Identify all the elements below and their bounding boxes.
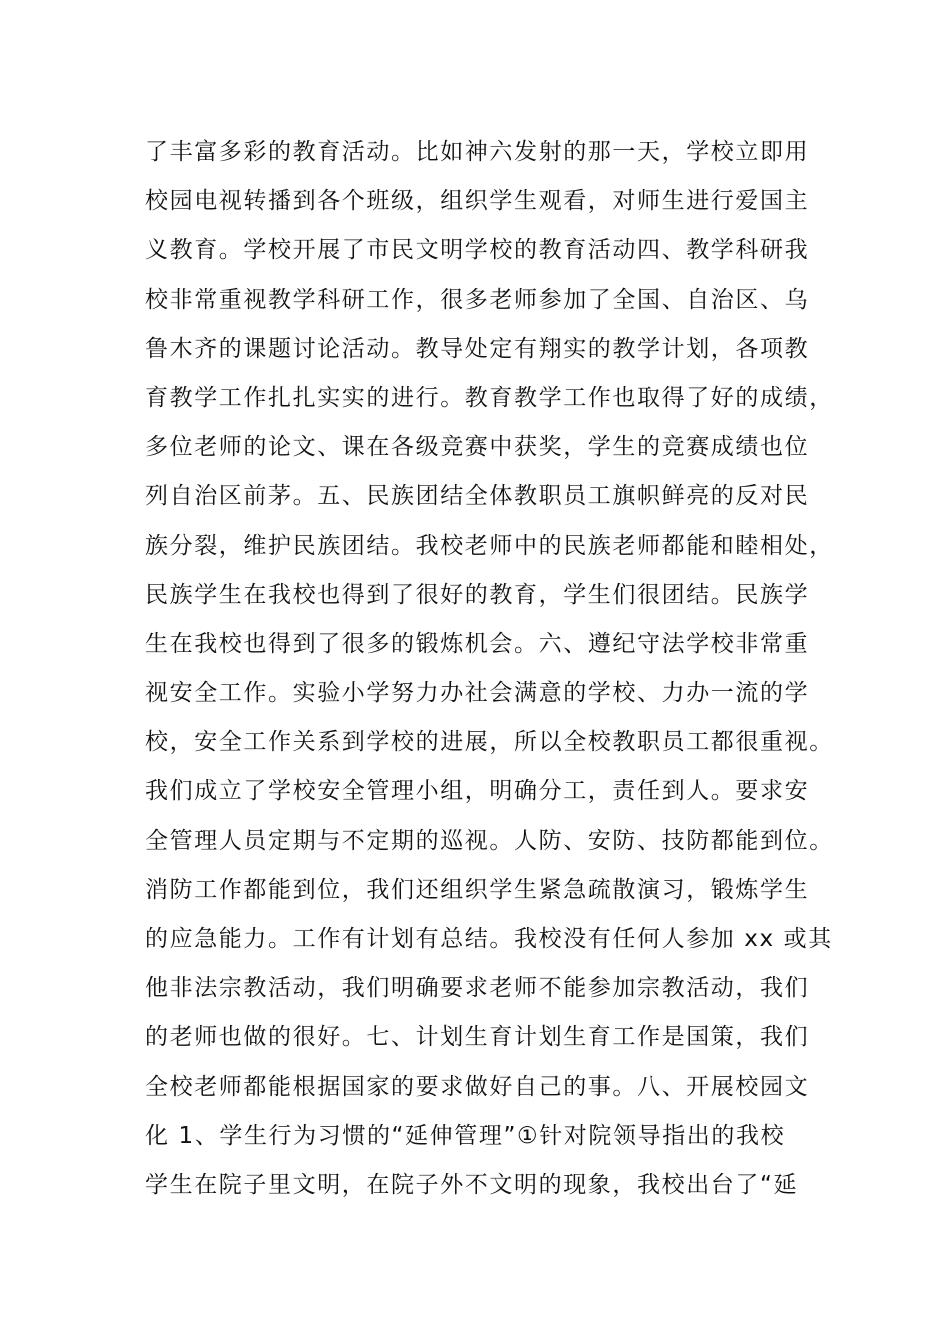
text-line: 他非法宗教活动，我们明确要求老师不能参加宗教活动，我们 (145, 975, 810, 1002)
text-line: 了丰富多彩的教育活动。比如神六发射的那一天，学校立即用 (145, 139, 810, 165)
text-line: 鲁木齐的课题讨论活动。教导处定有翔实的教学计划，各项教 (145, 335, 810, 362)
text-line: 校园电视转播到各个班级，组织学生观看，对师生进行爱国主 (145, 188, 810, 215)
text-line: 学生在院子里文明，在院子外不文明的现象，我校出台了“延 (145, 1171, 799, 1198)
text-line: 族分裂，维护民族团结。我校老师中的民族老师都能和睦相处， (145, 532, 834, 559)
text-line: 校，安全工作关系到学校的进展，所以全校教职员工都很重视。 (145, 729, 834, 756)
text-line: 消防工作都能到位，我们还组织学生紧急疏散演习，锻炼学生 (145, 876, 810, 903)
text-line: 视安全工作。实验小学努力办社会满意的学校、力办一流的学 (145, 680, 810, 707)
text-line: 全校老师都能根据国家的要求做好自己的事。八、开展校园文 (145, 1073, 810, 1100)
text-line: 校非常重视教学科研工作，很多老师参加了全国、自治区、乌 (145, 286, 810, 313)
text-line: 义教育。学校开展了市民文明学校的教育活动四、教学科研我 (145, 237, 810, 264)
text-line: 的老师也做的很好。七、计划生育计划生育工作是国策，我们 (145, 1024, 810, 1051)
text-line: 多位老师的论文、课在各级竞赛中获奖，学生的竞赛成绩也位 (145, 434, 810, 461)
text-line: 列自治区前茅。五、民族团结全体教职员工旗帜鲜亮的反对民 (145, 483, 810, 510)
text-line: 全管理人员定期与不定期的巡视。人防、安防、技防都能到位。 (145, 827, 834, 854)
text-line: 化 1、学生行为习惯的“延伸管理”①针对院领导指出的我校 (145, 1122, 786, 1149)
text-line: 我们成立了学校安全管理小组，明确分工，责任到人。要求安 (145, 778, 810, 805)
body-text (145, 128, 834, 1210)
text-line: 民族学生在我校也得到了很好的教育，学生们很团结。民族学 (145, 581, 810, 608)
text-line: 育教学工作扎扎实实的进行。教育教学工作也取得了好的成绩， (145, 384, 834, 411)
text-line: 的应急能力。工作有计划有总结。我校没有任何人参加 xx 或其 (145, 926, 833, 952)
text-line: 生在我校也得到了很多的锻炼机会。六、遵纪守法学校非常重 (145, 630, 810, 657)
